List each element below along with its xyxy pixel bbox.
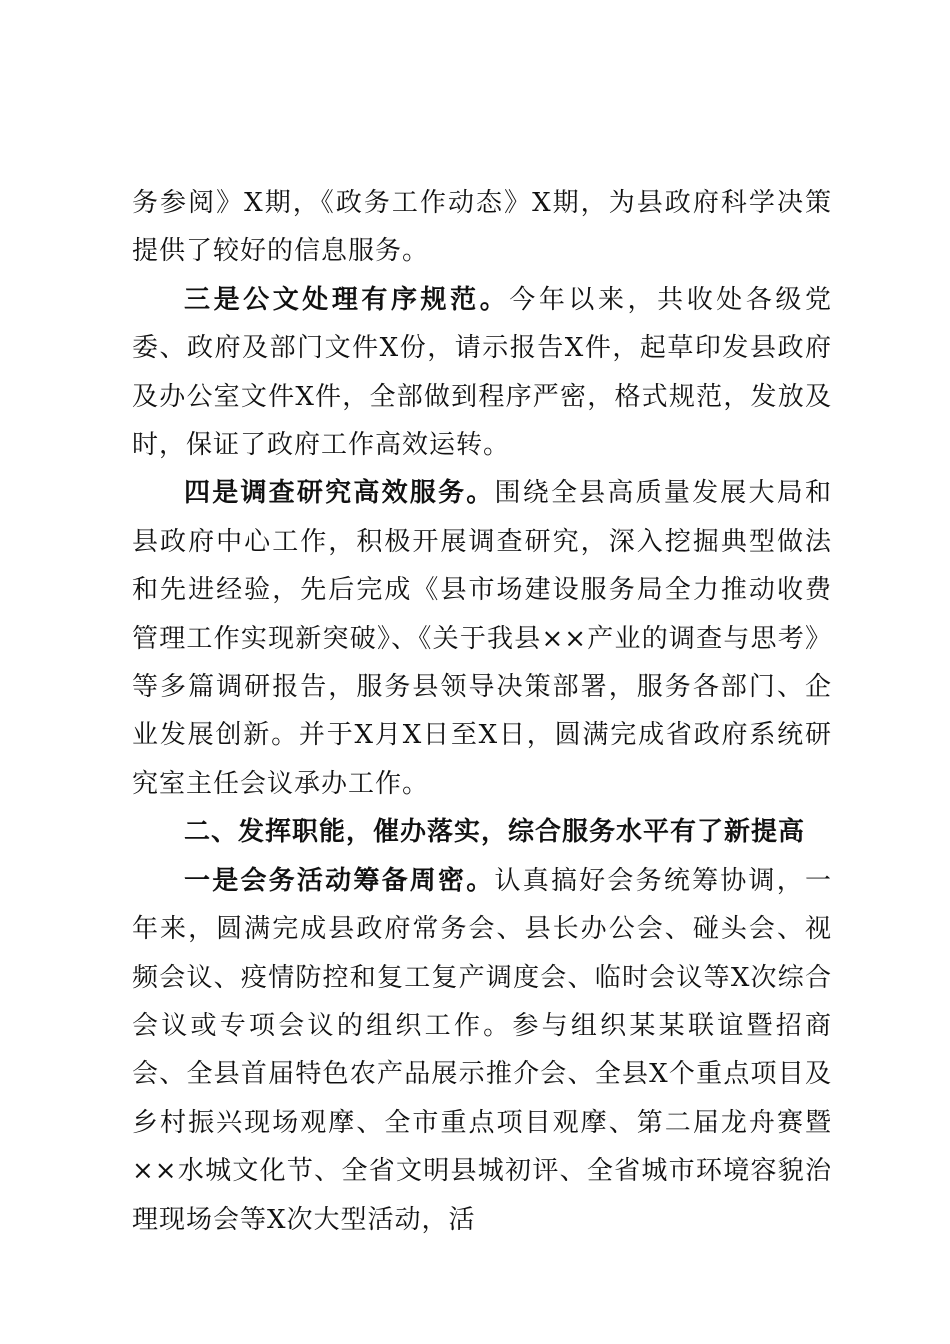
paragraph-lead: 一是会务活动筹备周密。 [184,865,495,896]
paragraph-text: 务参阅》X期，《政务工作动态》X期，为县政府科学决策提供了较好的信息服务。 [132,188,832,267]
paragraph-research [132,469,832,808]
document-body [132,179,832,1244]
paragraph-lead: 四是调查研究高效服务。 [184,478,495,509]
paragraph-text: 围绕全县高质量发展大局和县政府中心工作，积极开展调查研究，深入挖掘典型做法和先进经验，先后完成《县市场建设服务局全力推动收费管理工作实现新突破》、《关于我县××产业的调查与思考》等多篇调研报告，服务县领导决策部署，服务各部门、企业发展创新。并于X月X日至X日，圆满完成省政府系统研究室主任会议承办工作。 [132,478,832,799]
paragraph-official-documents [132,276,832,470]
paragraph-lead: 三是公文处理有序规范。 [184,284,510,315]
paragraph-text: 今年以来，共收处各级党委、政府及部门文件X份，请示报告X件，起草印发县政府及办公室文件X件，全部做到程序严密，格式规范，发放及时，保证了政府工作高效运转。 [132,284,832,461]
paragraph-meetings [132,857,832,1244]
section-heading: 二、发挥职能，催办落实，综合服务水平有了新提高 [184,817,806,848]
paragraph-text: 认真搞好会务统筹协调，一年来，圆满完成县政府常务会、县长办公会、碰头会、视频会议、疫情防控和复工复产调度会、临时会议等X次综合会议或专项会议的组织工作。参与组织某某联谊暨招商会、全县首届特色农产品展示推介会、全县X个重点项目及乡村振兴现场观摩、全市重点项目观摩、第二届龙舟赛暨××水城文化节、全省文明县城初评、全省城市环境容貌治理现场会等X次大型活动，活 [132,865,832,1235]
paragraph-continued [132,179,832,276]
